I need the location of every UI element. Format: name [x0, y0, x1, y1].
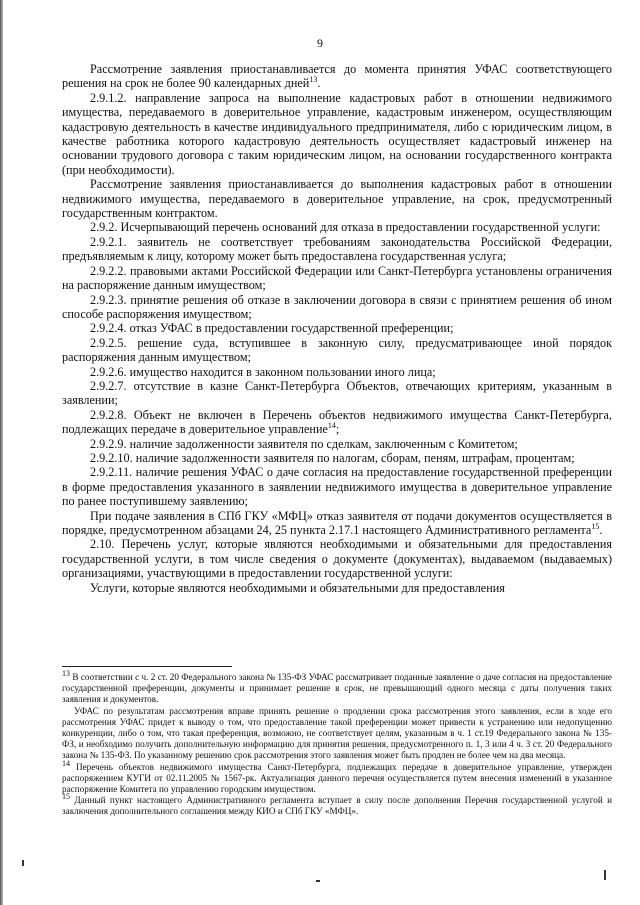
- list-item: 2.9.2.1. заявитель не соответствует требованиям законодательства Российской Федерации, предъявляемым к лицу, которому может быть предоставлена государственная услуга;: [62, 234, 612, 264]
- footnote-separator: [62, 666, 232, 667]
- footnote-ref-15[interactable]: 15: [591, 521, 600, 531]
- list-item: 2.9.2.3. принятие решения об отказе в заключении договора в связи с принятием решения об ином способе распоряжения имуществом;: [62, 292, 612, 321]
- footnote-13-continued: УФАС по результатам рассмотрения вправе принять решение о продлении срока рассмотрения этого заявления, если в ходе его рассмотрения УФАС придет к выводу о том, что предоставление такой преференции может привести к устранению или недопущению конкуренции, либо о том, что такая преференция, возможно, не соответствует целям, указанным в ч. 1 ст.19 Федерального закона № 135-ФЗ, и необходимо получить дополнительную информацию для принятия решения, предусмотренного п. 1, 3 или 4 ч. 3 ст. 20 Федерального закона № 135-ФЗ. По указанному решению срок рассмотрения этого заявления может быть продлен не более чем на два месяца.: [62, 705, 612, 761]
- list-item: 2.9.2.9. наличие задолженности заявителя по сделкам, заключенным с Комитетом;: [90, 436, 518, 451]
- paragraph: Услуги, которые являются необходимыми и обязательными для предоставления: [90, 580, 505, 595]
- list-item: 2.9.2.6. имущество находится в законном пользовании иного лица;: [90, 364, 436, 379]
- list-item: 2.9.2.7. отсутствие в казне Санкт-Петербурга Объектов, отвечающих критериям, указанным в заявлении;: [62, 378, 612, 408]
- footnote-13: $^{13}$ В соответствии с ч. 2 ст. 20 Федерального закона № 135-ФЗ УФАС рассматривает поданные заявление о даче согласия на предоставление государственной преференции, документы и принимает решение в срок, не превышающий одного месяца с даты получения таких заявления и документов.: [62, 668, 612, 705]
- footnote-15: $^{15}$ Данный пункт настоящего Административного регламента вступает в силу после дополнения Перечня государственной услугой и заключения дополнительного соглашения между КИО и СПб ГКУ «МФЦ».: [62, 792, 612, 817]
- list-item: 2.9.2.2. правовыми актами Российской Федерации или Санкт-Петербурга установлены ограничения на распоряжение данным имуществом;: [62, 263, 612, 293]
- footnotes: [62, 668, 612, 818]
- paragraph: Рассмотрение заявления приостанавливается до момента принятия УФАС соответствующего решения на срок не более 90 календарных дней$^{13}$.: [62, 62, 612, 91]
- footnote-14: $^{14}$ Перечень объектов недвижимого имущества Санкт-Петербурга, подлежащих передаче в доверительное управление, утвержден распоряжением КУГИ от 02.11.2005 № 1567-рк. Актуализация данного перечня осуществляется путем внесения изменений в указанное распоряжение Комитета по управлению городским имуществом.: [62, 758, 612, 795]
- list-item: 2.9.2.8. Объект не включен в Перечень объектов недвижимого имущества Санкт-Петербурга, подлежащих передаче в доверительное управление$^{14}$;: [62, 407, 612, 437]
- footnote-ref-14[interactable]: 14: [327, 421, 336, 431]
- page-number: 9: [317, 36, 323, 50]
- list-item: 2.9.2.11. наличие решения УФАС о даче согласия на предоставление государственной преференции в форме предоставления указанного в заявлении недвижимого имущества в доверительное управление по ранее поступившему заявлению;: [62, 465, 612, 509]
- page-edge: [0, 0, 3, 905]
- document-body: [62, 62, 612, 595]
- scan-mark: [22, 860, 24, 866]
- paragraph: 2.9.2. Исчерпывающий перечень оснований для отказа в предоставлении государственной услуги:: [90, 220, 601, 235]
- paragraph: При подаче заявления в СПб ГКУ «МФЦ» отказ заявителя от подачи документов осуществляется в порядке, предусмотренном абзацами 24, 25 пункта 2.17.1 настоящего Административного регламента$^{15}$.: [62, 508, 612, 537]
- paragraph: 2.9.1.2. направление запроса на выполнение кадастровых работ в отношении недвижимого имущества, передаваемого в доверительное управление, кадастровым инженером, осуществляющим кадастровую деятельность в качестве индивидуального предпринимателя, либо с юридическим лицом, в качестве работника которого кадастровую деятельность осуществляет кадастровый инженер на основании трудового договора с таким юридическим лицом, на основании государственного контракта (при необходимости).: [62, 90, 612, 177]
- footnote-ref-13[interactable]: 13: [309, 75, 318, 85]
- list-item: 2.9.2.10. наличие задолженности заявителя по налогам, сборам, пеням, штрафам, процентам;: [90, 450, 575, 465]
- paragraph: 2.10. Перечень услуг, которые являются необходимыми и обязательными для предоставления государственной услуги, в том числе сведения о документе (документах), выдаваемом (выдаваемых) организациями, участвующими в предоставлении государственной услуги:: [62, 537, 612, 581]
- paragraph: Рассмотрение заявления приостанавливается до выполнения кадастровых работ в отношении недвижимого имущества, передаваемого в доверительное управление, на срок, предусмотренный государственным контрактом.: [62, 177, 612, 221]
- list-item: 2.9.2.5. решение суда, вступившее в законную силу, предусматривающее иной порядок распоряжения данным имуществом;: [62, 335, 612, 365]
- scan-mark: [316, 880, 320, 882]
- scan-mark: [604, 870, 606, 880]
- list-item: 2.9.2.4. отказ УФАС в предоставлении государственной преференции;: [90, 321, 454, 336]
